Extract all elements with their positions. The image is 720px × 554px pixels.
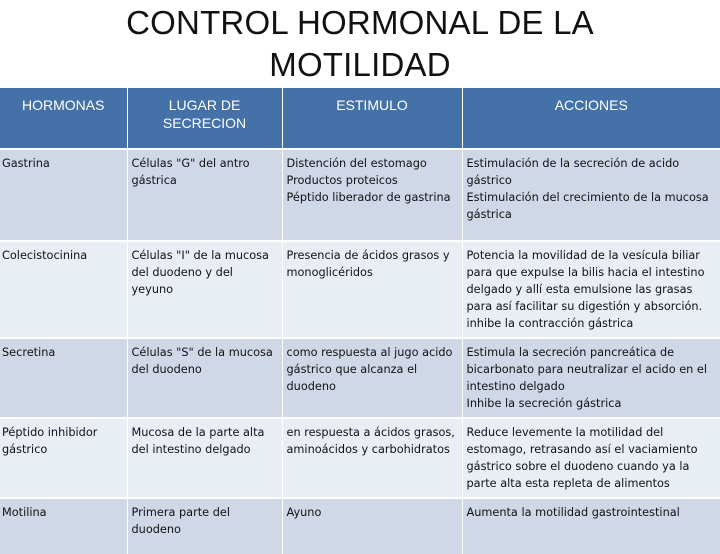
- cell-lugar: Primera parte del duodeno: [127, 498, 282, 554]
- acciones-line: Estimulación de la secreción de acido gástrico: [466, 157, 680, 187]
- acciones-line: Reduce levemente la motilidad del estomago, retrasando así el vaciamiento gástrico sobre el duodeno cuando ya la parte alta esta repleta de alimentos: [466, 426, 698, 490]
- cell-estimulo: [282, 338, 462, 418]
- table-row: [0, 498, 720, 554]
- estimulo-line: como respuesta al jugo acido gástrico que alcanza el duodeno: [286, 346, 453, 393]
- header-acciones: ACCIONES: [462, 88, 720, 149]
- estimulo-line: Distención del estomago: [286, 157, 427, 170]
- acciones-line: Estimula la secreción pancreática de bicarbonato para neutralizar el acido en el intestino delgado: [466, 346, 707, 393]
- table-header-row: [0, 88, 720, 149]
- cell-estimulo: [282, 418, 462, 498]
- cell-lugar: Células "G" del antro gástrica: [127, 149, 282, 241]
- cell-hormona: Motilina: [0, 498, 127, 554]
- title-line-2: MOTILIDAD: [269, 46, 451, 83]
- table-row: [0, 149, 720, 241]
- estimulo-line: Productos proteicos: [286, 174, 398, 187]
- cell-lugar: Células "I" de la mucosa del duodeno y del yeyuno: [127, 241, 282, 338]
- cell-lugar: Mucosa de la parte alta del intestino delgado: [127, 418, 282, 498]
- cell-estimulo: [282, 498, 462, 554]
- acciones-line: Inhibe la secreción gástrica: [466, 397, 622, 410]
- cell-lugar: Células "S" de la mucosa del duodeno: [127, 338, 282, 418]
- table-row: [0, 418, 720, 498]
- cell-acciones: [462, 338, 720, 418]
- cell-hormona: Gastrina: [0, 149, 127, 241]
- cell-hormona: Colecistocinina: [0, 241, 127, 338]
- cell-acciones: [462, 418, 720, 498]
- acciones-line: Aumenta la motilidad gastrointestinal: [466, 506, 680, 519]
- cell-hormona: Secretina: [0, 338, 127, 418]
- cell-estimulo: [282, 241, 462, 338]
- estimulo-line: Péptido liberador de gastrina: [286, 191, 451, 204]
- hormone-table: [0, 88, 720, 554]
- page-title: [0, 2, 720, 86]
- cell-estimulo: [282, 149, 462, 241]
- header-hormonas: HORMONAS: [0, 88, 127, 149]
- header-lugar: LUGAR DE SECRECION: [127, 88, 282, 149]
- estimulo-line: Presencia de ácidos grasos y monoglicéridos: [286, 249, 450, 279]
- cell-acciones: [462, 498, 720, 554]
- cell-acciones: [462, 149, 720, 241]
- estimulo-line: en respuesta a ácidos grasos, aminoácidos y carbohidratos: [286, 426, 455, 456]
- acciones-line: Potencia la movilidad de la vesícula biliar para que expulse la bilis hacia el intestino delgado y allí esta emulsione las grasas para así facilitar su digestión y absorción. inhibe la contracción gástrica: [466, 249, 705, 330]
- table-row: [0, 338, 720, 418]
- table-row: [0, 241, 720, 338]
- title-line-1: CONTROL HORMONAL DE LA: [126, 4, 594, 41]
- cell-hormona: Péptido inhibidor gástrico: [0, 418, 127, 498]
- estimulo-line: Ayuno: [286, 506, 322, 519]
- acciones-line: Estimulación del crecimiento de la mucosa gástrica: [466, 191, 709, 221]
- header-estimulo: ESTIMULO: [282, 88, 462, 149]
- cell-acciones: [462, 241, 720, 338]
